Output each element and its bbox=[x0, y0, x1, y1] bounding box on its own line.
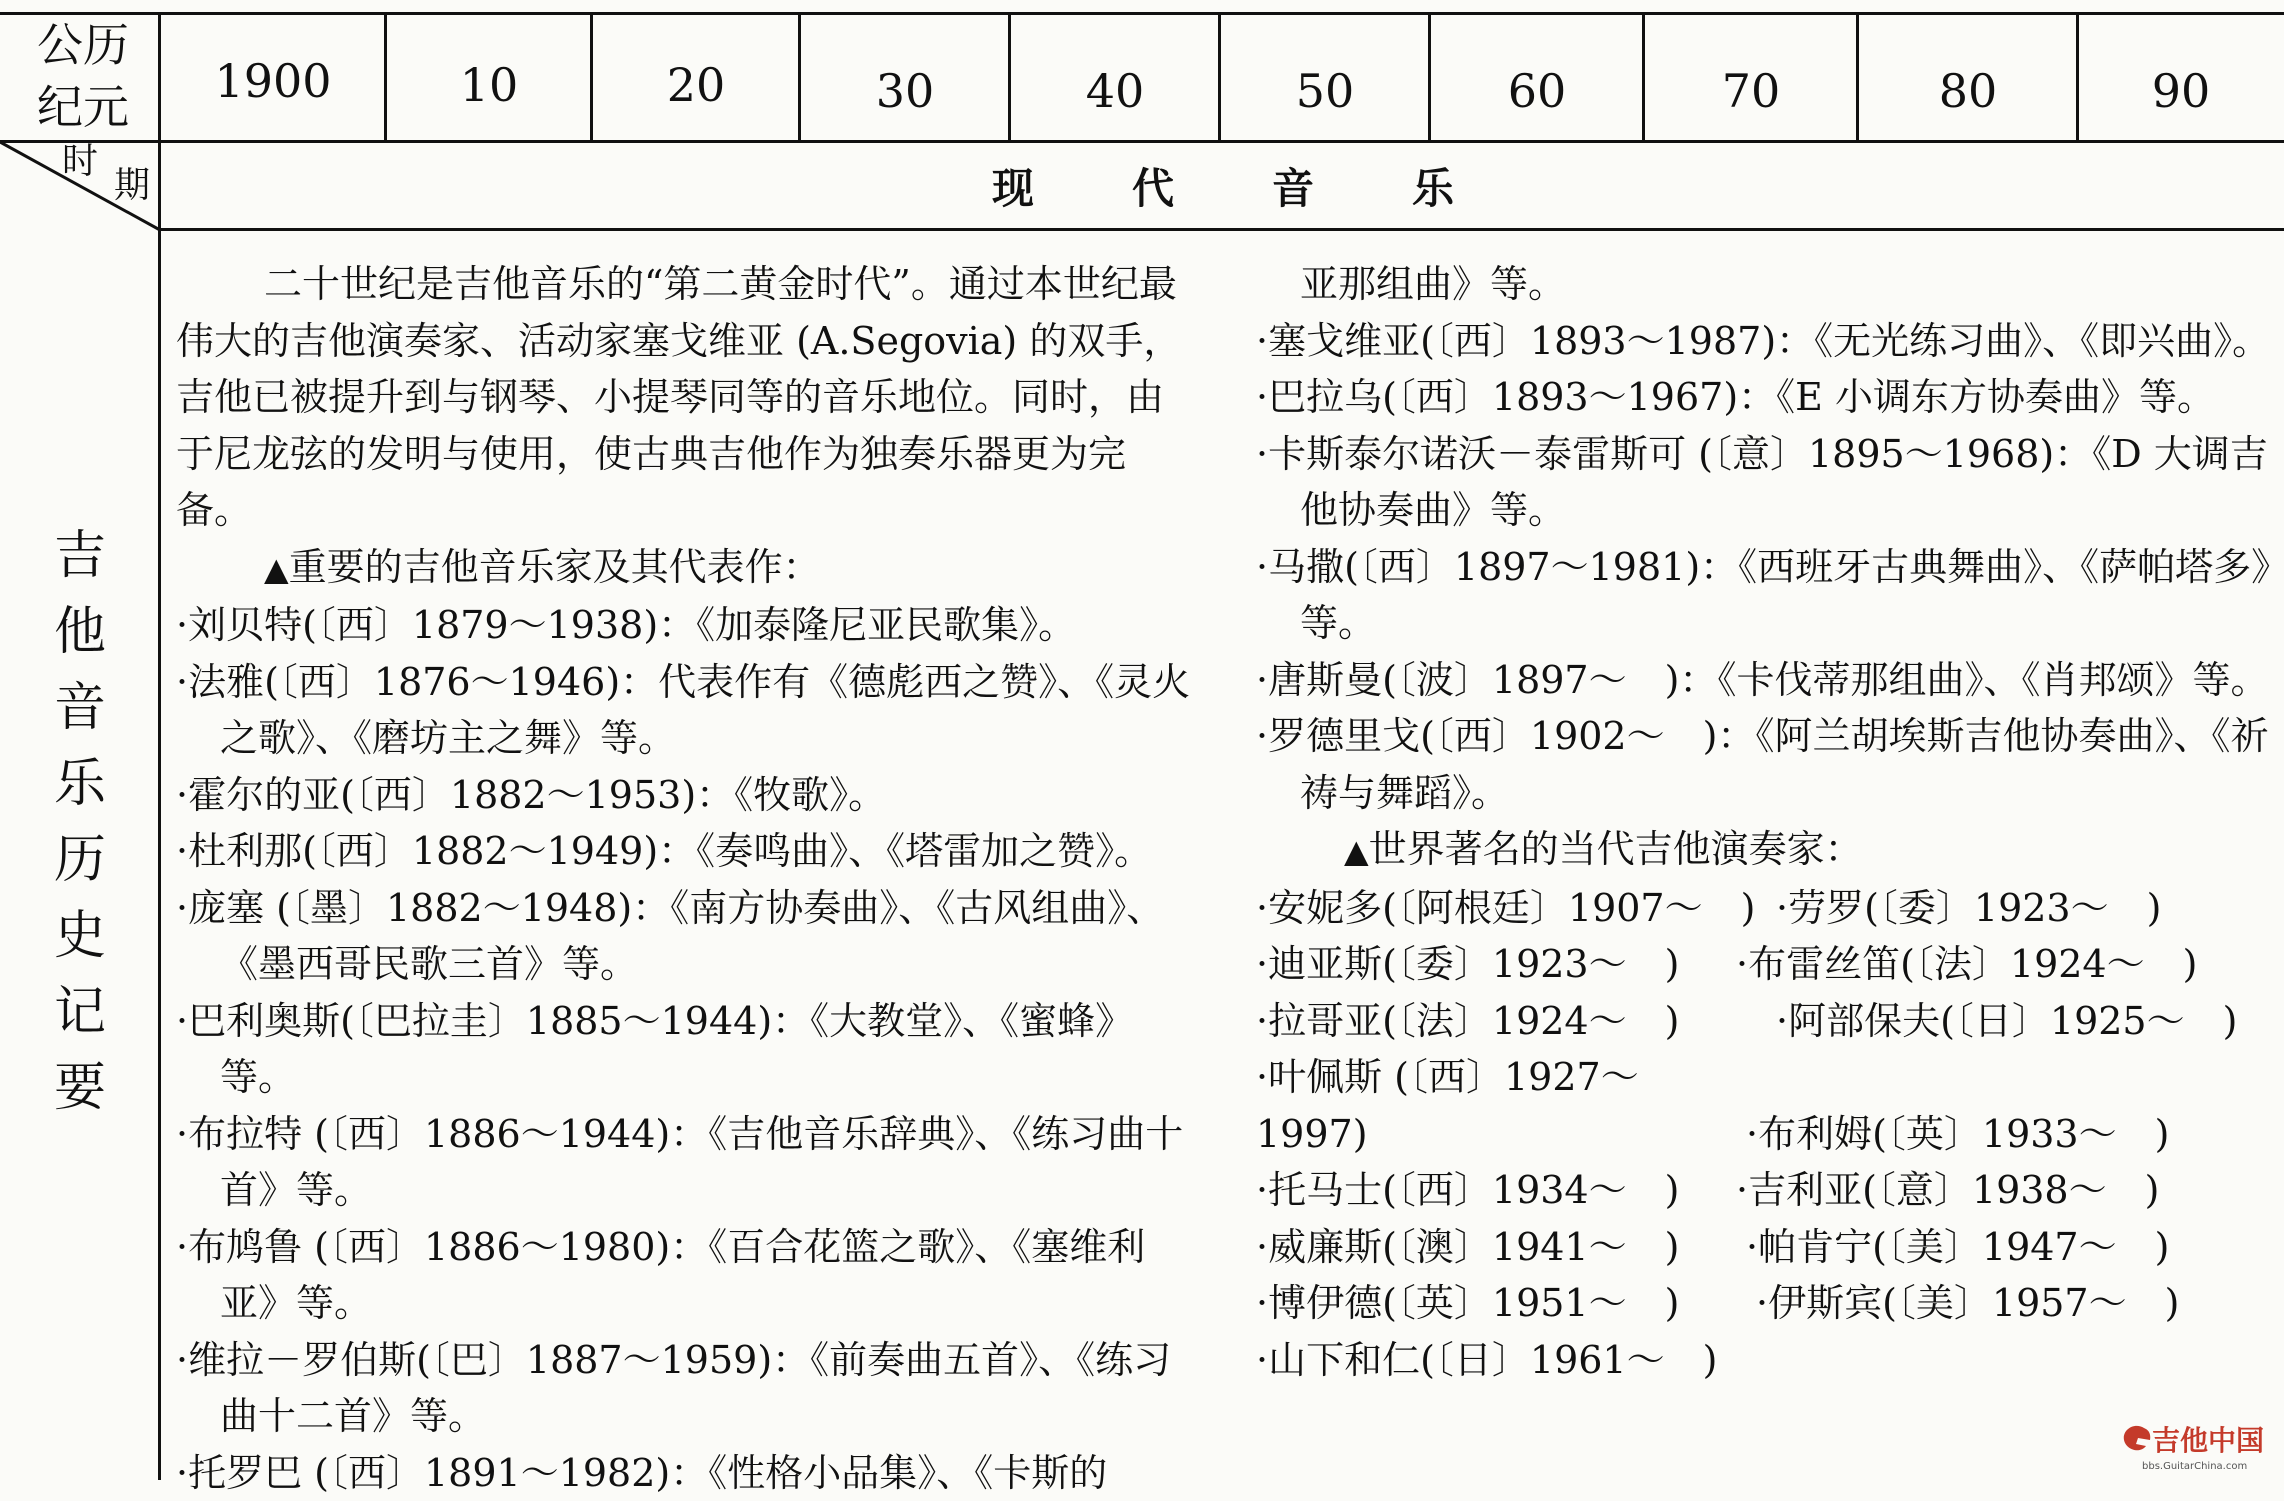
composer-entry: ·布鸠鲁 (〔西〕1886～1980)：《百合花篮之歌》、《塞维利亚》等。 bbox=[176, 1219, 1200, 1332]
composer-entry: ·罗德里戈(〔西〕1902～ )：《阿兰胡埃斯吉他协奏曲》、《祈祷与舞蹈》。 bbox=[1256, 708, 2280, 821]
year-cell: 40 bbox=[1010, 68, 1220, 114]
player-row bbox=[1256, 1049, 2280, 1162]
composer-entry: ·巴利奥斯(〔巴拉圭〕1885～1944)：《大教堂》、《蜜蜂》等。 bbox=[176, 993, 1200, 1106]
player-row bbox=[1256, 1219, 2280, 1276]
player-entry: ·安妮多(〔阿根廷〕1907～ ) bbox=[1256, 880, 1776, 937]
watermark-text: 吉他中国 bbox=[2152, 1424, 2264, 1457]
era-label-line2: 纪元 bbox=[8, 84, 158, 130]
player-entry: ·威廉斯(〔澳〕1941～ ) bbox=[1256, 1219, 1746, 1276]
section-heading-players bbox=[1256, 821, 2280, 880]
rule-period-bottom bbox=[160, 228, 2284, 231]
player-entry: ·伊斯宾(〔美〕1957～ ) bbox=[1756, 1275, 2179, 1332]
composer-entry: ·杜利那(〔西〕1882～1949)：《奏鸣曲》、《塔雷加之赞》。 bbox=[176, 823, 1200, 880]
composer-entry: ·马撒(〔西〕1897～1981)：《西班牙古典舞曲》、《萨帕塔多》等。 bbox=[1256, 539, 2280, 652]
year-cell: 70 bbox=[1644, 68, 1858, 114]
player-row bbox=[1256, 993, 2280, 1050]
player-entry: ·博伊德(〔英〕1951～ ) bbox=[1256, 1275, 1756, 1332]
composer-entry: ·塞戈维亚(〔西〕1893～1987)：《无光练习曲》、《即兴曲》。 bbox=[1256, 313, 2280, 370]
composer-entry: ·刘贝特(〔西〕1879～1938)：《加泰隆尼亚民歌集》。 bbox=[176, 597, 1200, 654]
guitar-logo-icon bbox=[2120, 1424, 2152, 1459]
side-title-char: 吉 bbox=[50, 518, 110, 594]
period-label-shi: 时 bbox=[62, 144, 98, 180]
composer-entry: ·庞塞 (〔墨〕1882～1948)：《南方协奏曲》、《古风组曲》、《墨西哥民歌三首》等。 bbox=[176, 880, 1200, 993]
side-title-char: 要 bbox=[50, 1050, 110, 1126]
section-heading-composers bbox=[176, 539, 1200, 598]
year-cell: 30 bbox=[800, 68, 1010, 114]
body-column-left bbox=[176, 256, 1200, 1501]
side-title-char: 乐 bbox=[50, 746, 110, 822]
player-row bbox=[1256, 1275, 2280, 1332]
player-entry: ·阿部保夫(〔日〕1925～ ) bbox=[1776, 993, 2237, 1050]
triangle-icon: ▲ bbox=[1344, 832, 1369, 870]
player-entry: ·拉哥亚(〔法〕1924～ ) bbox=[1256, 993, 1776, 1050]
year-cell: 90 bbox=[2078, 68, 2284, 114]
player-entry: ·山下和仁(〔日〕1961～ ) bbox=[1256, 1332, 1717, 1389]
triangle-icon: ▲ bbox=[264, 550, 289, 588]
player-row bbox=[1256, 1162, 2280, 1219]
composer-entry: ·布拉特 (〔西〕1886～1944)：《吉他音乐辞典》、《练习曲十首》等。 bbox=[176, 1106, 1200, 1219]
era-label-line1: 公历 bbox=[8, 22, 158, 68]
period-name: 现代音乐 bbox=[162, 168, 2284, 210]
composer-entry: ·法雅(〔西〕1876～1946)：代表作有《德彪西之赞》、《灵火之歌》、《磨坊主之舞》等。 bbox=[176, 654, 1200, 767]
side-title bbox=[50, 518, 110, 1126]
year-cell: 80 bbox=[1858, 68, 2078, 114]
player-entry: ·劳罗(〔委〕1923～ ) bbox=[1776, 880, 2161, 937]
watermark-url: bbs.GuitarChina.com bbox=[2142, 1462, 2247, 1472]
side-title-char: 历 bbox=[50, 822, 110, 898]
section-heading-text: 世界著名的当代吉他演奏家： bbox=[1369, 827, 1863, 871]
composer-entry: ·托罗巴 (〔西〕1891～1982)：《性格小品集》、《卡斯的 bbox=[176, 1445, 1200, 1501]
rule-top bbox=[0, 12, 2284, 15]
player-row bbox=[1256, 1332, 2280, 1389]
player-entry: ·帕肯宁(〔美〕1947～ ) bbox=[1746, 1219, 2169, 1276]
composer-entry: ·唐斯曼(〔波〕1897～ )：《卡伐蒂那组曲》、《肖邦颂》等。 bbox=[1256, 652, 2280, 709]
section-heading-text: 重要的吉他音乐家及其代表作： bbox=[289, 545, 821, 589]
year-cell: 50 bbox=[1220, 68, 1430, 114]
side-title-char: 史 bbox=[50, 898, 110, 974]
composer-entry: ·巴拉乌(〔西〕1893～1967)：《E 小调东方协奏曲》等。 bbox=[1256, 369, 2280, 426]
side-title-char: 他 bbox=[50, 594, 110, 670]
player-entry: ·迪亚斯(〔委〕1923～ ) bbox=[1256, 936, 1736, 993]
year-cell: 10 bbox=[386, 62, 592, 108]
year-cell: 20 bbox=[592, 62, 800, 108]
rule-header-bottom bbox=[0, 140, 2284, 143]
composer-entry: ·维拉－罗伯斯(〔巴〕1887～1959)：《前奏曲五首》、《练习曲十二首》等。 bbox=[176, 1332, 1200, 1445]
continuation-line: 亚那组曲》等。 bbox=[1256, 256, 2280, 313]
player-entry: ·布利姆(〔英〕1933～ ) bbox=[1746, 1106, 2169, 1163]
composer-entry: ·卡斯泰尔诺沃－泰雷斯可 (〔意〕1895～1968)：《D 大调吉他协奏曲》等。 bbox=[1256, 426, 2280, 539]
intro-paragraph: 二十世纪是吉他音乐的“第二黄金时代”。通过本世纪最伟大的吉他演奏家、活动家塞戈维亚 (A.Segovia) 的双手，吉他已被提升到与钢琴、小提琴同等的音乐地位。同时，由于尼龙弦的发明与使用，使古典吉他作为独奏乐器更为完备。 bbox=[176, 256, 1200, 539]
composer-entry: ·霍尔的亚(〔西〕1882～1953)：《牧歌》。 bbox=[176, 767, 1200, 824]
player-entry: ·托马士(〔西〕1934～ ) bbox=[1256, 1162, 1736, 1219]
player-entry: ·吉利亚(〔意〕1938～ ) bbox=[1736, 1162, 2159, 1219]
period-label-qi: 期 bbox=[114, 168, 150, 204]
player-entry: ·叶佩斯 (〔西〕1927～1997) bbox=[1256, 1049, 1746, 1162]
side-title-char: 音 bbox=[50, 670, 110, 746]
player-row bbox=[1256, 880, 2280, 937]
body-column-right bbox=[1256, 256, 2280, 1388]
watermark bbox=[2120, 1424, 2264, 1459]
side-title-char: 记 bbox=[50, 974, 110, 1050]
year-cell: 1900 bbox=[160, 58, 386, 104]
player-row bbox=[1256, 936, 2280, 993]
rule-label-column bbox=[158, 12, 161, 1480]
year-cell: 60 bbox=[1430, 68, 1644, 114]
player-entry: ·布雷丝笛(〔法〕1924～ ) bbox=[1736, 936, 2197, 993]
